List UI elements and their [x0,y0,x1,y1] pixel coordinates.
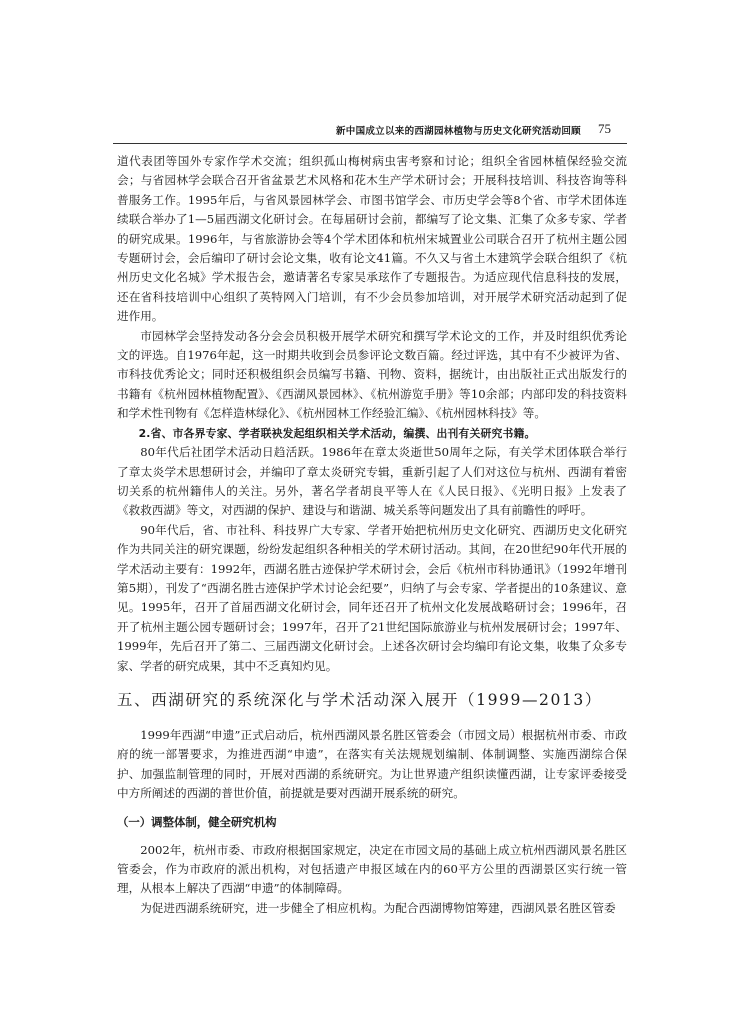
running-header [113,121,611,139]
sub-heading: （一）调整体制，健全研究机构 [117,814,277,829]
paragraph: 1999年西湖“申遗”正式启动后，杭州西湖风景名胜区管委会（市园文局）根据杭州市委、市政府的统一部署要求，为推进西湖“申遗”，在落实有关法规规划编制、体制调整、实施西湖综合保护、加强监制管理的同时，开展对西湖的系统研究。为让世界遗产组织读懂西湖，让专家评委接受中方所阐述的西湖的普世价值，前提就是要对西湖开展系统的研究。 [117,727,627,801]
running-title: 新中国成立以来的西湖园林植物与历史文化研究活动回顾 [335,126,581,137]
numbered-subhead: 2.省、市各界专家、学者联袂发起组织相关学术活动，编撰、出刊有关研究书籍。 [138,426,536,440]
paragraph: 90年代后，省、市社科、科技界广大专家、学者开始把杭州历史文化研究、西湖历史文化研究作为共同关注的研究课题，纷纷发起组织各种相关的学术研讨活动。其间，在20世纪90年代开展的学术活动主要有：1992年，西湖名胜古迹保护学术研讨会，会后《杭州市科协通讯》（1992年增刊第5期），刊发了“西湖名胜古迹保护学术讨论会纪要”，归纳了与会专家、学者提出的10条建议、意见。1995年，召开了首届西湖文化研讨会，同年还召开了杭州文化发展战略研讨会；1996年，召开了杭州主题公园专题研讨会；1997年，召开了21世纪国际旅游业与杭州发展研讨会；1997年、1999年，先后召开了第二、三届西湖文化研讨会。上述各次研讨会均编印有论文集，收集了众多专家、学者的研究成果，其中不乏真知灼见。 [117,522,627,673]
section-heading: 五、西湖研究的系统深化与学术活动深入展开（1999—2013） [117,690,602,709]
paragraph: 市园林学会坚持发动各分会会员积极开展学术研究和撰写学术论文的工作，并及时组织优秀论文的评选。自1976年起，这一时期共收到会员参评论文数百篇。经过评选，其中有不少被评为省、市科技优秀论文；同时还积极组织会员编写书籍、刊物、资料，据统计，由出版社正式出版发行的书籍有《杭州园林植物配置》、《西湖风景园林》、《杭州游览手册》等10余部；内部印发的科技资料和学术性刊物有《怎样造林绿化》、《杭州园林工作经验汇编》、《杭州园林科技》等。 [117,328,627,421]
paragraph-continued: 道代表团等国外专家作学术交流；组织孤山梅树病虫害考察和讨论；组织全省园林植保经验交流会；与省园林学会联合召开省盆景艺术风格和花木生产学术研讨会；开展科技培训、科技咨询等科普服务工作。1995年后，与省风景园林学会、市图书馆学会、市历史学会等8个省、市学术团体连续联合举办了1—5届西湖文化研讨会。在每届研讨会前，都编写了论文集、汇集了众多专家、学者的研究成果。1996年，与省旅游协会等4个学术团体和杭州宋城置业公司联合召开了杭州主题公园专题研讨会，会后编印了研讨会论文集，收有论文41篇。不久又与省土木建筑学会联合组织了《杭州历史文化名城》学术报告会，邀请著名专家吴承玹作了专题报告。为适应现代信息科技的发展，还在省科技培训中心组织了英特网入门培训，有不少会员参加培训，对开展学术研究活动起到了促进作用。 [117,154,627,324]
page-number: 75 [598,121,611,136]
paragraph: 为促进西湖系统研究，进一步健全了相应机构。为配合西湖博物馆筹建，西湖风景名胜区管委 [140,900,616,915]
body-text [117,152,627,918]
header-rule [113,143,627,144]
paragraph: 80年代后社团学术活动日趋活跃。1986年在章太炎逝世50周年之际，有关学术团体联合举行了章太炎学术思想研讨会，并编印了章太炎研究专辑，重新引起了人们对这位与杭州、西湖有着密切关系的杭州籍伟人的关注。另外，著名学者胡良平等人在《人民日报》、《光明日报》上发表了《救救西湖》等文，对西湖的保护、建设与和谐湖、城关系等问题发出了具有前瞻性的呼吁。 [117,445,627,518]
paragraph: 2002年，杭州市委、市政府根据国家规定，决定在市园文局的基础上成立杭州西湖风景名胜区管委会，作为市政府的派出机构，对包括遗产申报区域在内的60平方公里的西湖景区实行统一管理，从根本上解决了西湖“申遗”的体制障碍。 [117,842,627,896]
